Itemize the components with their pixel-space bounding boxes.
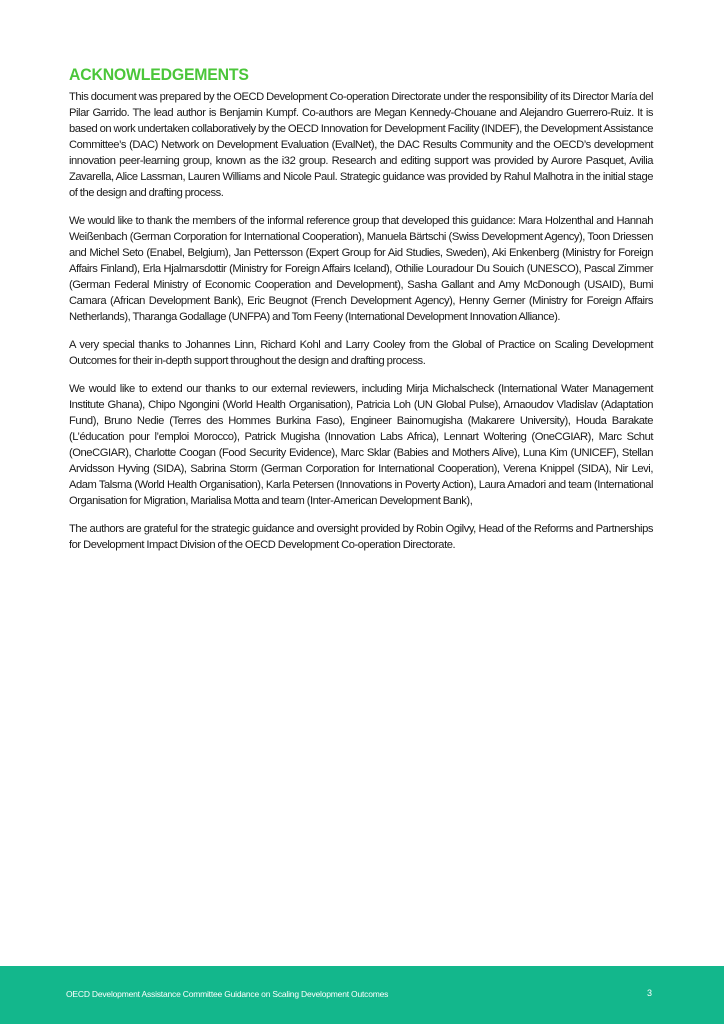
main-content	[69, 64, 653, 565]
paragraph-reference-group: We would like to thank the members of the informal reference group that developed this guidance: Mara Holzenthal and Hannah Weißenbach (German Corporation for International Cooperation), Manuela Bärtschi (Swiss Development Agency), Toon Driessen and Michel Seto (Enabel, Belgium), Jan Pettersson (Expert Group for Aid Studies, Sweden), Aki Enkenberg (Ministry for Foreign Affairs Finland), Erla Hjalmarsdottir (Ministry for Foreign Affairs Iceland), Othilie Louradour Du Souich (UNESCO), Pascal Zimmer (German Federal Ministry of Economic Cooperation and Development), Sasha Gallant and Amy McDonough (USAID), Bumi Camara (African Development Bank), Eric Beugnot (French Development Agency), Henny Gerner (Ministry for Foreign Affairs Netherlands), Tharanga Godallage (UNFPA) and Tom Feeny (International Development Innovation Alliance).	[69, 215, 653, 323]
page-number: 3	[646, 988, 652, 998]
paragraph-authors: This document was prepared by the OECD Development Co-operation Directorate under the responsibility of its Director María del Pilar Garrido. The lead author is Benjamin Kumpf. Co-authors are Megan Kennedy-Chouane and Alejandro Guerrero-Ruiz. It is based on work undertaken collaboratively by the OECD Innovation for Development Facility (INDEF), the Development Assistance Committee’s (DAC) Network on Development Evaluation (EvalNet), the DAC Results Community and the OECD’s development innovation peer-learning group, known as the i32 group. Research and editing support was provided by Aurore Pasquet, Avilia Zavarella, Alice Lassman, Lauren Williams and Nicole Paul. Strategic guidance was provided by Rahul Malhotra in the initial stage of the design and drafting process.	[69, 91, 653, 199]
paragraph-external-reviewers: We would like to extend our thanks to our external reviewers, including Mirja Michalscheck (International Water Management Institute Ghana), Chipo Ngongini (World Health Organisation), Patricia Loh (UN Global Pulse), Arnaoudov Vladislav (Adaptation Fund), Bruno Nedie (Terres des Hommes Burkina Faso), Engineer Bainomugisha (Makarere University), Houda Barakate (L’éducation pour l’emploi Morocco), Patrick Mugisha (Innovation Labs Africa), Lennart Woltering (OneCGIAR), Marc Schut (OneCGIAR), Charlotte Coogan (Food Security Evidence), Marc Sklar (Babies and Mothers Alive), Luna Kim (UNICEF), Stellan Arvidsson Hyving (SIDA), Sabrina Storm (German Corporation for International Cooperation), Verena Knippel (SIDA), Nir Levi, Adam Talsma (World Health Organisation), Karla Petersen (Innovations in Poverty Action), Laura Amadori and team (International Organisation for Migration, Marialisa Motta and team (Inter-American Development Bank),	[69, 383, 653, 507]
page-footer	[0, 966, 724, 1024]
paragraph-strategic-guidance: The authors are grateful for the strategic guidance and oversight provided by Robin Ogilvy, Head of the Reforms and Partnerships for Development Impact Division of the OECD Development Co-operation Directorate.	[69, 523, 653, 551]
section-heading: ACKNOWLEDGEMENTS	[69, 65, 249, 84]
paragraph-special-thanks: A very special thanks to Johannes Linn, Richard Kohl and Larry Cooley from the Global of Practice on Scaling Development Outcomes for their in-depth support throughout the design and drafting process.	[69, 339, 653, 367]
footer-document-title: OECD Development Assistance Committee Guidance on Scaling Development Outcomes	[66, 989, 389, 999]
